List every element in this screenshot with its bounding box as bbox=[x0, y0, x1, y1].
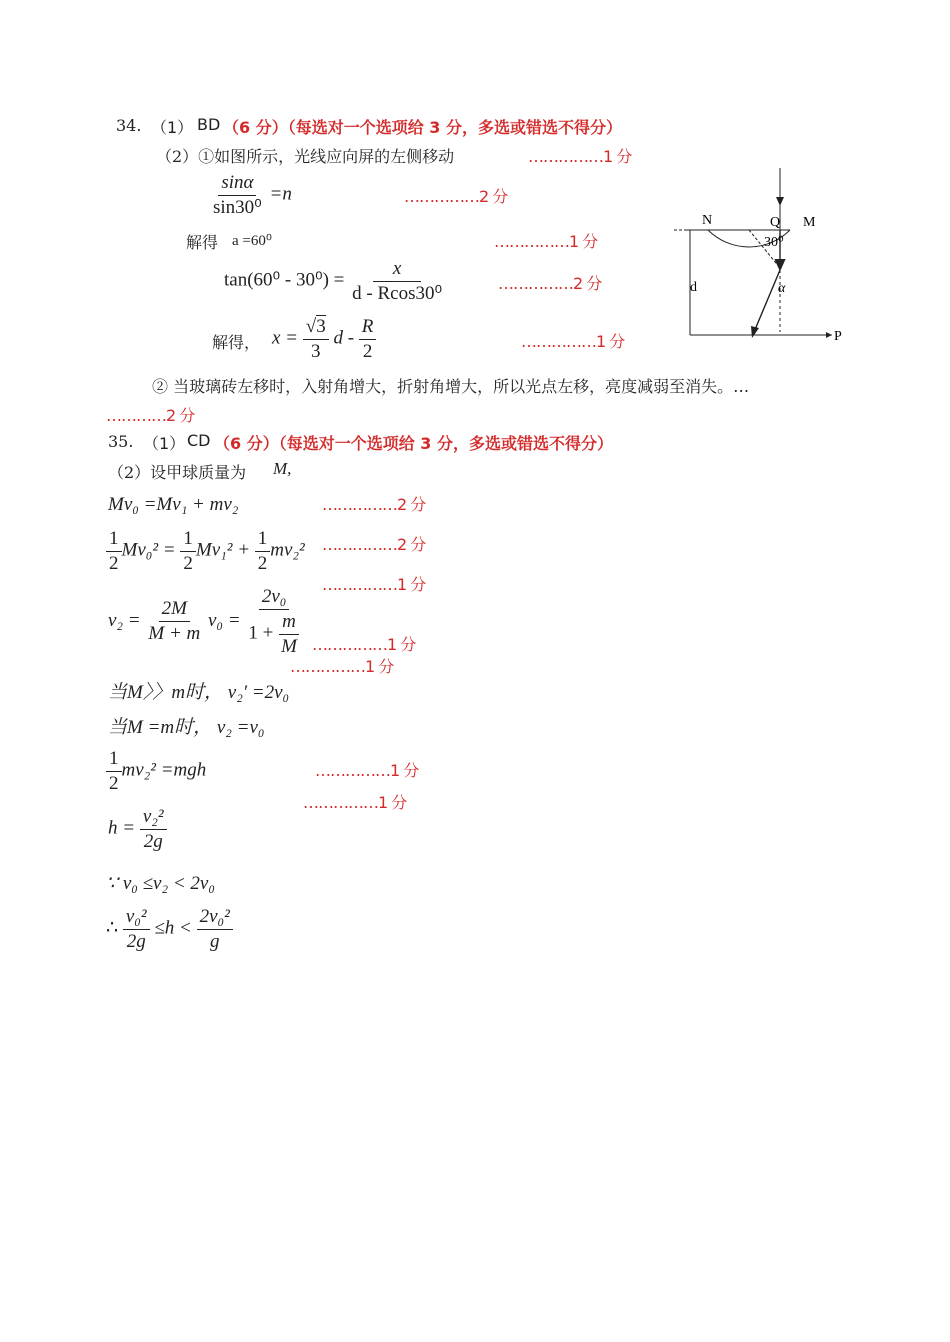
score-34-eq1: ……………2 分 bbox=[404, 187, 508, 206]
solve2-label: 解得， bbox=[212, 333, 261, 352]
q35-part2-intro: （2）设甲球质量为 bbox=[108, 463, 247, 482]
equation-velocity: v₂ = $\frac{2M}{M + m}$ v₀ = 2v₀ 1 + $\frac{m}{M}$ bbox=[108, 586, 297, 657]
equation-height-energy: $\frac{1}{2}$ mv₂² =mgh bbox=[106, 748, 206, 795]
label-d: d bbox=[690, 280, 697, 295]
q35-part2-var: M, bbox=[273, 459, 292, 478]
case-large-mass: 当M〉〉m时， v₂′ =2v₀ bbox=[108, 682, 290, 703]
label-alpha: α bbox=[778, 281, 786, 296]
score-34-solve1: ……………1 分 bbox=[494, 232, 598, 251]
score-34-eq2: ……………2 分 bbox=[498, 274, 602, 293]
because-line: ∵ v₀ ≤v₂ < 2v₀ bbox=[106, 873, 215, 894]
equation-height: h = $\frac{\text{v₂²}}{2g}$ bbox=[108, 806, 167, 853]
score-35-eqC: ……………1 分 bbox=[312, 635, 416, 654]
label-P: P bbox=[834, 329, 842, 344]
q34-number: 34. bbox=[116, 116, 142, 135]
score-34-solve2: ……………1 分 bbox=[521, 332, 625, 351]
score-35-eqA: ……………2 分 bbox=[322, 495, 426, 514]
q35-part1-note: （6 分）（每选对一个选项给 3 分，多选或错选不得分） bbox=[214, 434, 613, 453]
score-35-eqD: ……………1 分 bbox=[315, 761, 419, 780]
q34-part1-answer: BD bbox=[197, 115, 221, 134]
score-34-intro: ……………1 分 bbox=[528, 147, 632, 166]
q34-part2-intro: （2）①如图所示，光线应向屏的左侧移动 bbox=[156, 147, 455, 166]
label-N: N bbox=[702, 213, 713, 228]
score-35-extra1: ……………1 分 bbox=[322, 575, 426, 594]
refraction-diagram bbox=[672, 160, 852, 350]
equation-x-solution bbox=[272, 316, 376, 363]
equation-tan bbox=[224, 258, 445, 305]
label-angle: 30⁰ bbox=[764, 235, 784, 250]
q34-part1-prefix: （1） bbox=[151, 118, 194, 137]
solve1-value: a =60⁰ bbox=[232, 233, 272, 249]
score-35-extra2: ……………1 分 bbox=[290, 657, 394, 676]
score-35-extra3: ……………1 分 bbox=[303, 793, 407, 812]
therefore-line: ∴ $\frac{\text{v₀²}}{2g}$ ≤h < $\frac{\text{2v₀²}}{g}$ bbox=[106, 906, 233, 953]
sqrt-value: 3 bbox=[316, 316, 326, 337]
case-equal-mass: 当M =m时， v₂ =v₀ bbox=[108, 717, 265, 738]
score-35-eqB: ……………2 分 bbox=[322, 535, 426, 554]
solve2-rden: 2 bbox=[362, 340, 373, 362]
solve1-label: 解得 bbox=[186, 233, 219, 252]
solve2-x: x = bbox=[272, 327, 299, 349]
refracted-arrow bbox=[751, 326, 759, 338]
label-Q: Q bbox=[770, 215, 781, 230]
eq1-denominator: sin30⁰ bbox=[213, 196, 262, 218]
solve2-rnum: R bbox=[359, 316, 377, 340]
sqrt-symbol: √ bbox=[305, 316, 317, 337]
q35-number: 35. bbox=[108, 432, 134, 451]
q35-part1-answer: CD bbox=[187, 431, 211, 450]
equation-snell bbox=[210, 172, 292, 219]
solve2-d: d - bbox=[333, 327, 355, 349]
eq1-rhs: =n bbox=[269, 183, 292, 205]
equation-momentum: Mv₀ =Mv₁ + mv₂ bbox=[108, 494, 239, 515]
eq2-numerator: x bbox=[373, 258, 421, 282]
q34-conclusion: ② 当玻璃砖左移时，入射角增大，折射角增大，所以光点左移，亮度减弱至消失。… bbox=[152, 377, 750, 396]
solve2-den: 3 bbox=[310, 340, 321, 362]
eq2-lhs: tan(60⁰ - 30⁰) = bbox=[224, 269, 345, 291]
equation-energy: $\frac{1}{2}$ Mv₀² = $\frac{1}{2}$ Mv₁² + $\frac{1}{2}$ mv₂² bbox=[106, 528, 305, 575]
label-M: M bbox=[803, 215, 816, 230]
refracted-ray bbox=[754, 270, 780, 332]
q35-part1-prefix: （1） bbox=[143, 434, 186, 453]
eq2-denominator: d - Rcos30⁰ bbox=[352, 282, 443, 304]
eq1-numerator: sinα bbox=[218, 172, 256, 196]
score-34-conclusion: …………2 分 bbox=[106, 406, 195, 425]
q34-part1-note: （6 分）（每选对一个选项给 3 分，多选或错选不得分） bbox=[223, 118, 622, 137]
